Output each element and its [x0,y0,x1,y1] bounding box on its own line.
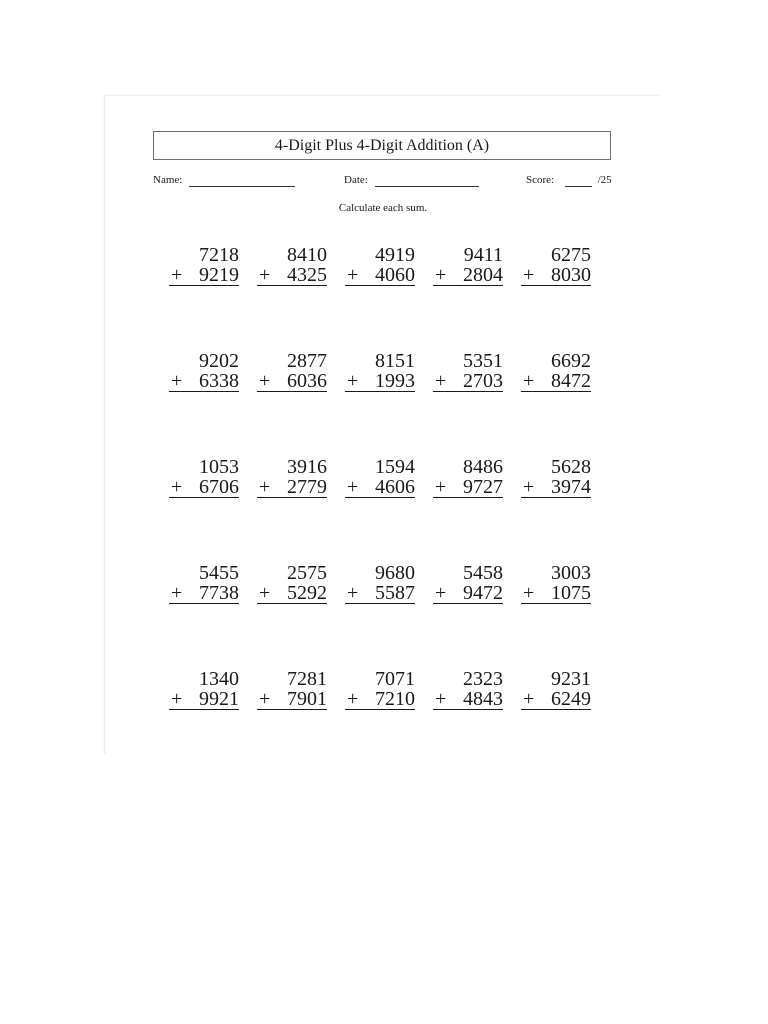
addend-bottom: 1993 [375,370,415,392]
addend-bottom: 2703 [463,370,503,392]
addend-bottom: 6249 [551,688,591,710]
addition-problem [169,563,257,669]
plus-sign: + [435,264,447,286]
addition-problem [433,457,521,563]
addend-bottom-line [521,477,591,498]
plus-sign: + [171,582,183,604]
plus-sign: + [347,582,359,604]
problem-row [169,669,609,775]
addition-problem [257,563,345,669]
addend-top: 5455 [199,562,239,584]
problem-row [169,351,609,457]
plus-sign: + [171,476,183,498]
addition-problem [169,245,257,351]
addend-top: 5351 [463,350,503,372]
addend-top: 6275 [551,244,591,266]
plus-sign: + [259,370,271,392]
plus-sign: + [435,370,447,392]
addend-bottom: 9921 [199,688,239,710]
addend-top: 7218 [199,244,239,266]
addend-top: 4919 [375,244,415,266]
addend-bottom: 1075 [551,582,591,604]
addend-top: 5458 [463,562,503,584]
addend-top: 8486 [463,456,503,478]
addend-top: 1340 [199,668,239,690]
addend-bottom: 6706 [199,476,239,498]
addend-bottom: 9472 [463,582,503,604]
date-label: Date: [344,174,368,186]
instructions: Calculate each sum. [338,202,428,214]
addend-bottom: 4325 [287,264,327,286]
addition-problem [169,669,257,775]
addend-bottom: 4060 [375,264,415,286]
name-label: Name: [153,174,183,186]
addend-bottom-line [169,583,239,604]
addend-top: 7281 [287,668,327,690]
score-label: Score: [526,174,555,186]
addend-top: 9231 [551,668,591,690]
addend-bottom-line [345,689,415,710]
addition-problem [345,457,433,563]
addend-bottom-line [257,265,327,286]
plus-sign: + [259,688,271,710]
addition-problem [521,457,609,563]
addend-bottom-line [169,689,239,710]
addition-problem [345,563,433,669]
addend-bottom: 8030 [551,264,591,286]
problem-row [169,457,609,563]
addend-top: 9202 [199,350,239,372]
addend-bottom-line [345,477,415,498]
addition-problem [169,351,257,457]
addend-bottom-line [169,371,239,392]
worksheet-page [104,95,661,754]
plus-sign: + [523,370,535,392]
date-field [344,173,479,187]
plus-sign: + [171,688,183,710]
addend-top: 8151 [375,350,415,372]
plus-sign: + [347,370,359,392]
addend-bottom: 9727 [463,476,503,498]
plus-sign: + [171,264,183,286]
plus-sign: + [347,476,359,498]
addend-top: 9680 [375,562,415,584]
plus-sign: + [259,582,271,604]
worksheet-title: 4-Digit Plus 4-Digit Addition (A) [153,131,611,160]
addend-bottom-line [521,689,591,710]
addend-bottom-line [521,583,591,604]
addend-bottom-line [257,583,327,604]
addend-bottom-line [433,265,503,286]
name-line [189,174,295,187]
addition-problem [345,669,433,775]
addition-problem [433,669,521,775]
addend-bottom-line [521,371,591,392]
addend-bottom-line [345,583,415,604]
addend-bottom: 7210 [375,688,415,710]
addition-problem [169,457,257,563]
addition-problem [521,351,609,457]
addend-bottom-line [169,477,239,498]
addend-top: 9411 [463,244,503,266]
addend-bottom: 2779 [287,476,327,498]
addition-problem [521,669,609,775]
addition-problem [345,351,433,457]
addend-bottom-line [169,265,239,286]
addend-bottom-line [433,583,503,604]
plus-sign: + [171,370,183,392]
addend-top: 1594 [375,456,415,478]
addend-bottom-line [433,689,503,710]
addend-bottom: 9219 [199,264,239,286]
plus-sign: + [347,688,359,710]
problem-row [169,563,609,669]
addend-bottom: 6036 [287,370,327,392]
addend-bottom: 7901 [287,688,327,710]
addend-bottom-line [433,371,503,392]
addend-bottom: 4606 [375,476,415,498]
addition-problem [521,245,609,351]
addend-bottom: 5587 [375,582,415,604]
plus-sign: + [523,688,535,710]
addend-top: 2323 [463,668,503,690]
addend-top: 2877 [287,350,327,372]
plus-sign: + [523,582,535,604]
addend-top: 6692 [551,350,591,372]
addition-problem [257,457,345,563]
plus-sign: + [435,688,447,710]
addend-bottom-line [345,265,415,286]
plus-sign: + [523,476,535,498]
score-field [526,173,612,187]
addend-bottom-line [521,265,591,286]
addition-problem [257,351,345,457]
addend-top: 3003 [551,562,591,584]
addition-problem [433,351,521,457]
addition-problem [433,245,521,351]
addend-top: 8410 [287,244,327,266]
addend-bottom-line [345,371,415,392]
addend-top: 3916 [287,456,327,478]
plus-sign: + [259,476,271,498]
addition-problem [521,563,609,669]
score-line [565,174,592,187]
addend-bottom: 2804 [463,264,503,286]
date-line [375,174,479,187]
addend-bottom: 6338 [199,370,239,392]
addend-bottom-line [257,477,327,498]
addend-bottom-line [433,477,503,498]
problem-grid [169,245,609,775]
plus-sign: + [347,264,359,286]
plus-sign: + [523,264,535,286]
plus-sign: + [435,476,447,498]
addition-problem [257,245,345,351]
addend-top: 2575 [287,562,327,584]
addition-problem [257,669,345,775]
addend-bottom-line [257,371,327,392]
score-total: /25 [597,174,612,186]
addend-top: 1053 [199,456,239,478]
plus-sign: + [259,264,271,286]
addend-bottom: 3974 [551,476,591,498]
problem-row [169,245,609,351]
addend-bottom: 4843 [463,688,503,710]
plus-sign: + [435,582,447,604]
addend-bottom: 8472 [551,370,591,392]
addend-bottom: 5292 [287,582,327,604]
addend-bottom: 7738 [199,582,239,604]
addend-top: 5628 [551,456,591,478]
addend-top: 7071 [375,668,415,690]
name-field [153,173,295,187]
addend-bottom-line [257,689,327,710]
addition-problem [345,245,433,351]
addition-problem [433,563,521,669]
